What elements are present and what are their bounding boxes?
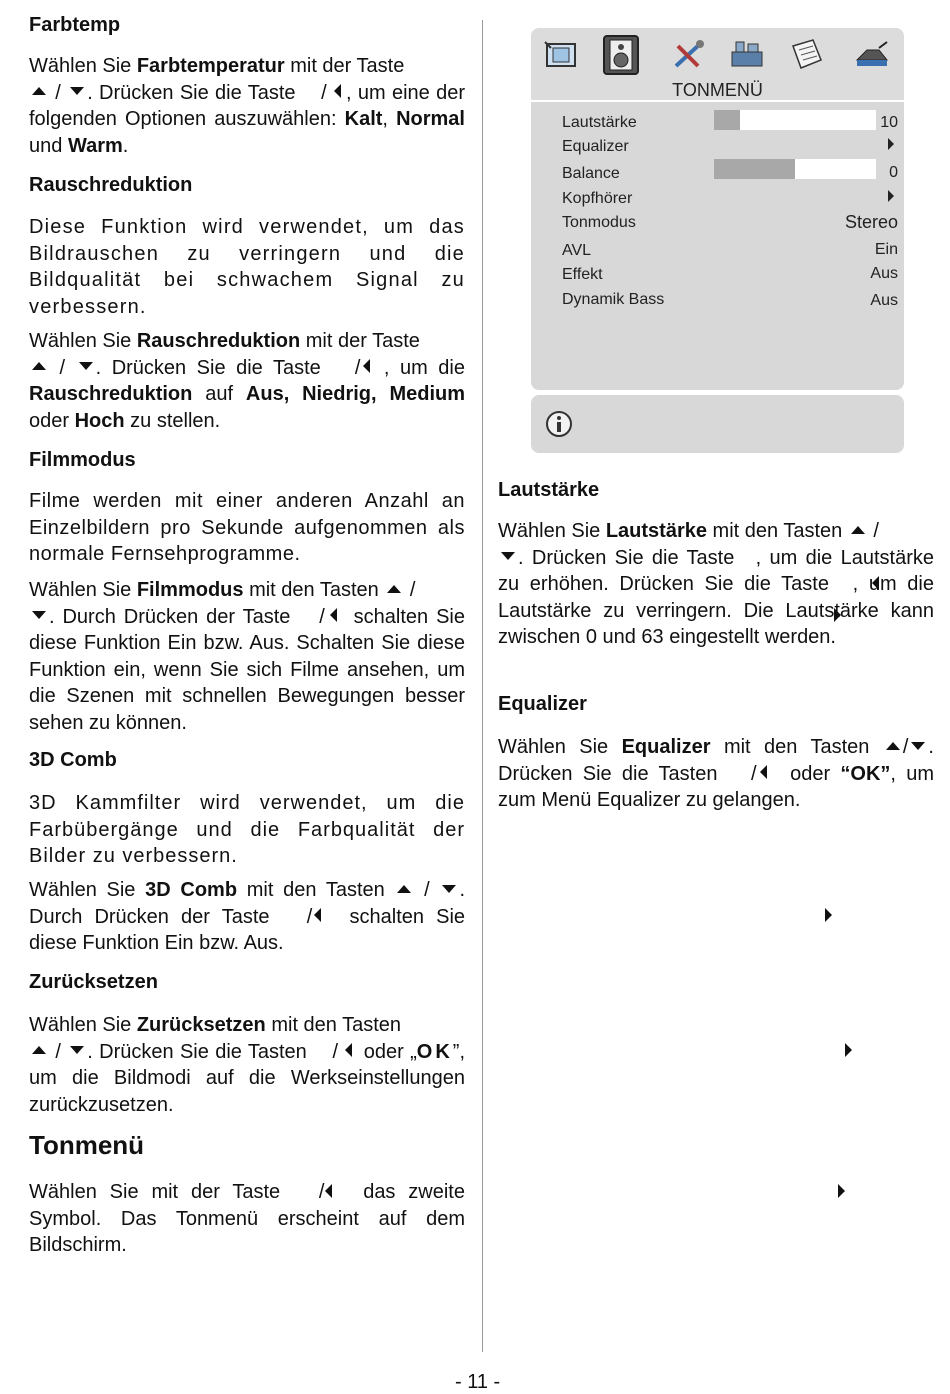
left-arrow-icon [334, 84, 341, 98]
down-arrow-icon [70, 1046, 84, 1054]
up-arrow-icon [851, 526, 865, 534]
right-arrow-icon [825, 908, 832, 922]
3d-comb-paragraph-1: 3D Kammfilter wird verwendet, um die Farbübergänge und die Farbqualität der Bilder zu verbessern. [29, 792, 465, 867]
left-arrow-icon [314, 908, 321, 922]
zuruecksetzen-paragraph: Wählen Sie Zurücksetzen mit den Tasten / . Drücken Sie die Tasten / oder „OK”, um die Bildmodi auf die Werkseinstellungen zurückzusetzen. [29, 1012, 465, 1118]
heading-equalizer: Equalizer [498, 693, 587, 715]
menu-items-panel [531, 102, 904, 390]
filmmodus-paragraph-1: Filme werden mit einer anderen Anzahl an Einzelbildern pro Sekunde aufgenommen als normale Fernsehprogramme. [29, 490, 465, 565]
menu-title: TONMENÜ [672, 80, 763, 100]
menu-icon-bar [531, 28, 904, 100]
menu-item-lautstaerke[interactable]: Lautstärke [562, 114, 637, 131]
up-arrow-icon [397, 885, 411, 893]
lautstaerke-value: 10 [880, 114, 898, 131]
left-arrow-icon [330, 608, 337, 622]
up-arrow-icon [32, 1046, 46, 1054]
features-icon[interactable] [853, 38, 891, 72]
equalizer-submenu-arrow-icon [888, 138, 894, 150]
tonmodus-value: Stereo [844, 212, 898, 232]
menu-info-bar [531, 395, 904, 453]
menu-item-tonmodus[interactable]: Tonmodus [562, 214, 636, 231]
heading-rauschreduktion: Rauschreduktion [29, 174, 193, 196]
right-arrow-icon [838, 1184, 845, 1198]
info-icon[interactable] [545, 410, 573, 438]
menu-item-equalizer[interactable]: Equalizer [562, 138, 629, 155]
menu-item-kopfhoerer[interactable]: Kopfhörer [562, 190, 633, 207]
rauschreduktion-paragraph-1: Diese Funktion wird verwendet, um das Bildrauschen zu verringern und die Bildqualität bei schwachem Signal zu verbessern. [29, 216, 465, 318]
down-arrow-icon [501, 552, 515, 560]
up-arrow-icon [886, 742, 900, 750]
menu-item-dynamik-bass[interactable]: Dynamik Bass [562, 291, 665, 308]
heading-lautstaerke: Lautstärke [498, 479, 600, 501]
down-arrow-icon [70, 87, 84, 95]
balance-slider-fill [714, 159, 795, 179]
page-number: - 11 - [455, 1371, 501, 1393]
down-arrow-icon [32, 611, 46, 619]
down-arrow-icon [79, 362, 93, 370]
picture-icon[interactable] [543, 38, 581, 72]
speaker-icon[interactable] [600, 34, 642, 76]
tonmenue-paragraph: Wählen Sie mit der Taste / das zweite Symbol. Das Tonmenü erscheint auf dem Bildschirm. [29, 1179, 465, 1259]
lautstaerke-slider-fill [714, 110, 740, 130]
heading-zuruecksetzen: Zurücksetzen [29, 971, 158, 993]
3d-comb-paragraph-2: Wählen Sie 3D Comb mit den Tasten / . Durch Drücken der Taste / schalten Sie diese Funktion Ein bzw. Aus. [29, 877, 465, 957]
heading-farbtemp: Farbtemp [29, 14, 121, 36]
up-arrow-icon [32, 362, 46, 370]
right-arrow-icon [845, 1043, 852, 1057]
farbtemp-paragraph: Wählen Sie Farbtemperatur mit der Taste / . Drücken Sie die Taste / , um eine der folgenden Optionen auszuwählen: Kalt, Normal und Warm. [29, 53, 465, 159]
menu-item-effekt[interactable]: Effekt [562, 266, 603, 283]
left-arrow-icon [325, 1184, 332, 1198]
heading-3d-comb: 3D Comb [29, 749, 117, 771]
kopfhoerer-submenu-arrow-icon [888, 190, 894, 202]
left-arrow-icon [345, 1043, 352, 1057]
left-arrow-icon [760, 765, 767, 779]
source-list-icon[interactable] [787, 38, 825, 72]
down-arrow-icon [911, 742, 925, 750]
heading-tonmenue: Tonmenü [29, 1130, 145, 1160]
effekt-value: Aus [870, 265, 898, 282]
lautstaerke-paragraph: Wählen Sie Lautstärke mit den Tasten / . Drücken Sie die Taste , um die Lautstärke zu erhöhen. Drücken Sie die Taste , um die Lautstärke zu verringern. Die Lautstärke kann zwischen 0 und 63 eingestellt werden. [498, 520, 934, 648]
balance-value: 0 [889, 164, 898, 181]
balance-slider[interactable] [714, 159, 876, 179]
rauschreduktion-paragraph-2: Wählen Sie Rauschreduktion mit der Taste / . Drücken Sie die Taste / , um die Rauschreduktion auf Aus, Niedrig, Medium oder Hoch zu stellen. [29, 328, 465, 434]
menu-item-balance[interactable]: Balance [562, 165, 620, 182]
up-arrow-icon [32, 87, 46, 95]
avl-value: Ein [874, 241, 898, 258]
heading-filmmodus: Filmmodus [29, 449, 136, 471]
menu-item-avl[interactable]: AVL [562, 242, 592, 259]
down-arrow-icon [442, 885, 456, 893]
settings-tools-icon[interactable] [670, 38, 708, 72]
lautstaerke-slider[interactable] [714, 110, 876, 130]
up-arrow-icon [387, 585, 401, 593]
left-arrow-icon [872, 576, 879, 590]
equalizer-paragraph: Wählen Sie Equalizer mit den Tasten / . Drücken Sie die Tasten / oder “OK”, um zum Menü Equalizer zu gelangen. [498, 736, 934, 811]
left-arrow-icon [363, 359, 370, 373]
filmmodus-paragraph-2: Wählen Sie Filmmodus mit den Tasten / . Durch Drücken der Taste / schalten Sie diese Funktion Ein bzw. Aus. Schalten Sie diese Funktion ein, wenn Sie sich Filme ansehen, um die Szenen mit schnellen Bewegungen besser sehen zu können. [29, 577, 465, 736]
install-icon[interactable] [728, 38, 766, 72]
dynamik-bass-value: Aus [870, 292, 898, 309]
column-divider [482, 20, 483, 1352]
